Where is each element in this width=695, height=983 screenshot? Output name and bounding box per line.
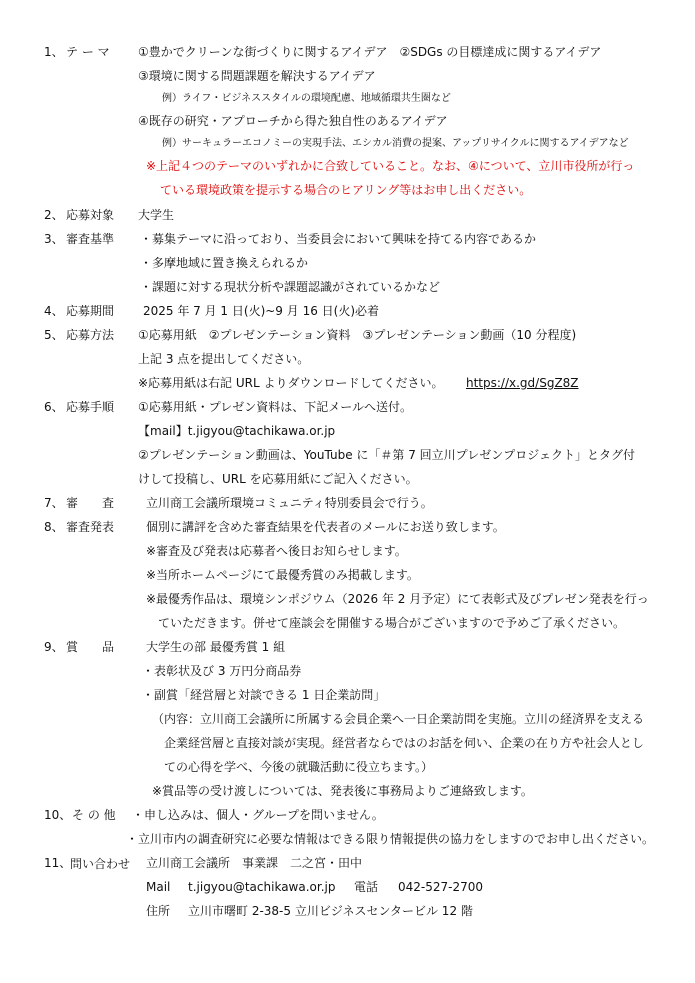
period-text: 2025 年 7 月 1 日(火)~9 月 16 日(火)必着 xyxy=(143,304,380,318)
contact-tel-label: 電話 xyxy=(354,880,379,894)
section-1-number: 1、 xyxy=(44,45,64,59)
other-line-1: ・申し込みは、個人・グループを問いません。 xyxy=(132,808,384,822)
section-11-label: 問い合わせ xyxy=(70,857,131,871)
section-7-number: 7、 xyxy=(44,496,64,510)
contact-org: 立川商工会議所 事業課 二之宮・田中 xyxy=(146,856,363,870)
section-8-label: 審査発表 xyxy=(66,520,115,534)
other-line-2: ・立川市内の調査研究に必要な情報はできる限り情報提供の協力をしますのでお申し出ください。 xyxy=(126,832,655,846)
section-3-label: 審査基準 xyxy=(66,232,115,246)
section-9-number: 9、 xyxy=(44,640,64,654)
prize-line-7: ※賞品等の受け渡しについては、発表後に事務局よりご連絡致します。 xyxy=(152,784,533,798)
section-1-label: テ ー マ xyxy=(66,45,110,59)
announce-line-1: 個別に講評を含めた審査結果を代表者のメールにお送り致します。 xyxy=(146,520,505,534)
section-6-number: 6、 xyxy=(44,400,64,414)
procedure-line-4: けして投稿し、URL を応募用紙にご記入ください。 xyxy=(138,472,418,486)
announce-line-5: ていただきます。併せて座談会を開催する場合がございますので予めご了承ください。 xyxy=(158,616,626,630)
review-text: 立川商工会議所環境コミュニティ特別委員会で行う。 xyxy=(146,496,433,510)
prize-line-3: ・副賞「経営層と対談できる 1 日企業訪問」 xyxy=(142,688,386,702)
announce-line-2: ※審査及び発表は応募者へ後日お知らせします。 xyxy=(146,544,407,558)
criteria-line-2: ・多摩地域に置き換えられるか xyxy=(140,256,309,270)
method-line-2: 上記 3 点を提出してください。 xyxy=(138,352,310,366)
contact-mail[interactable]: t.jigyou@tachikawa.or.jp xyxy=(188,880,336,894)
section-9-label: 賞 品 xyxy=(66,640,115,654)
section-10-number: 10、 xyxy=(44,808,72,822)
announce-line-4: ※最優秀作品は、環境シンポジウム（2026 年 2 月予定）にて表彰式及びプレゼン発表を行っ xyxy=(146,592,649,606)
prize-line-1: 大学生の部 最優秀賞 1 組 xyxy=(146,640,286,654)
contact-addr-label: 住所 xyxy=(146,904,171,918)
section-11-number: 11、 xyxy=(44,856,72,870)
procedure-mail[interactable]: 【mail】t.jigyou@tachikawa.or.jp xyxy=(138,424,336,438)
method-line-1: ①応募用紙 ②プレゼンテーション資料 ③プレゼンテーション動画（10 分程度) xyxy=(138,328,577,342)
theme-example-2: 例）サーキュラーエコノミーの実現手法、エシカル消費の提案、アップリサイクルに関するアイデアなど xyxy=(162,138,629,149)
target-text: 大学生 xyxy=(138,208,175,222)
announce-line-3: ※当所ホームページにて最優秀賞のみ掲載します。 xyxy=(146,568,419,582)
theme-example-1: 例）ライフ・ビジネススタイルの環境配慮、地域循環共生圏など xyxy=(162,93,451,104)
contact-tel[interactable]: 042-527-2700 xyxy=(398,880,484,894)
section-7-label: 審 査 xyxy=(66,496,115,510)
prize-line-6: ての心得を学べ、今後の就職活動に役立ちます。） xyxy=(164,760,434,774)
section-8-number: 8、 xyxy=(44,520,64,534)
method-line-3: ※応募用紙は右記 URL よりダウンロードしてください。 xyxy=(138,376,444,390)
section-2-number: 2、 xyxy=(44,208,64,222)
theme-note-line-2: ている環境政策を提示する場合のヒアリング等はお申し出ください。 xyxy=(160,183,532,197)
contact-mail-label: Mail xyxy=(146,880,171,894)
section-2-label: 応募対象 xyxy=(66,208,115,222)
theme-line-2: ③環境に関する問題課題を解決するアイデア xyxy=(138,69,376,83)
section-4-number: 4、 xyxy=(44,304,64,318)
procedure-line-3: ②プレゼンテーション動画は、YouTube に「＃第 7 回立川プレゼンプロジェクト」とタグ付 xyxy=(138,448,635,462)
criteria-line-3: ・課題に対する現状分析や課題認識がされているかなど xyxy=(140,280,441,294)
theme-line-3: ④既存の研究・アプローチから得た独自性のあるアイデア xyxy=(138,114,448,128)
section-10-label: そ の 他 xyxy=(72,808,116,822)
criteria-line-1: ・募集テーマに沿っており、当委員会において興味を持てる内容であるか xyxy=(140,232,537,246)
section-6-label: 応募手順 xyxy=(66,400,115,414)
procedure-line-1: ①応募用紙・プレゼン資料は、下記メールへ送付。 xyxy=(138,400,413,414)
prize-line-2: ・表彰状及び 3 万円分商品券 xyxy=(142,664,302,678)
theme-line-1: ①豊かでクリーンな街づくりに関するアイデア ②SDGs の目標達成に関するアイデア xyxy=(138,45,602,59)
prize-line-5: 企業経営層と直接対談が実現。経営者ならではのお話を伺い、企業の在り方や社会人とし xyxy=(164,736,644,750)
section-3-number: 3、 xyxy=(44,232,64,246)
contact-address: 立川市曙町 2-38-5 立川ビジネスセンタービル 12 階 xyxy=(188,904,473,918)
theme-note-line-1: ※上記４つのテーマのいずれかに合致していること。なお、④について、立川市役所が行っ xyxy=(146,159,635,173)
section-5-number: 5、 xyxy=(44,328,64,342)
prize-line-4: （内容：立川商工会議所に所属する会員企業へ一日企業訪問を実施。立川の経済界を支える xyxy=(152,712,645,726)
download-url-link[interactable]: https://x.gd/SgZ8Z xyxy=(466,376,579,390)
section-4-label: 応募期間 xyxy=(66,304,115,318)
section-5-label: 応募方法 xyxy=(66,328,115,342)
